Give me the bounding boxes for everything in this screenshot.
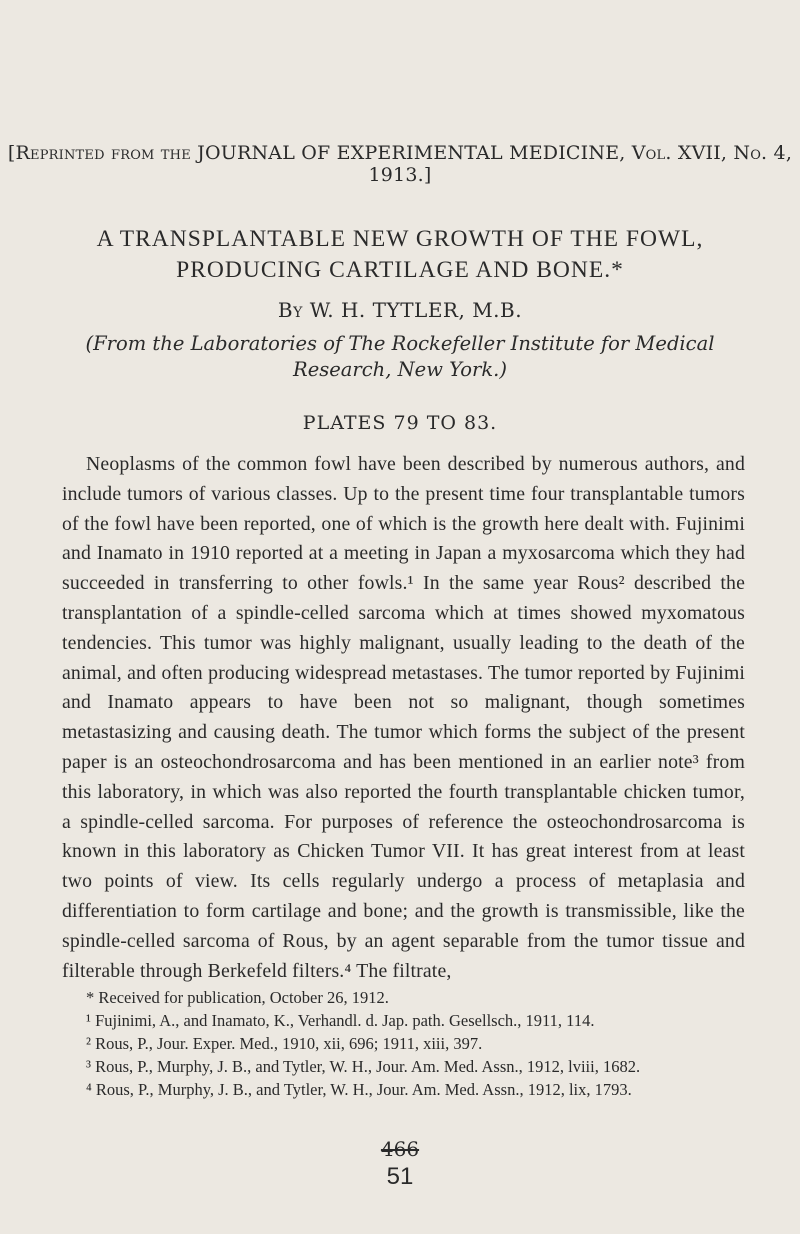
- footnote-3: ³ Rous, P., Murphy, J. B., and Tytler, W. H., Jour. Am. Med. Assn., 1912, lviii, 1682.: [86, 1057, 641, 1076]
- footnotes: [62, 986, 745, 1101]
- reprint-notice: [Reprinted from the JOURNAL OF EXPERIMENTAL MEDICINE, Vol. XVII, No. 4, 1913.]: [7, 142, 793, 186]
- archive-stamp-number: 51: [386, 1163, 414, 1190]
- article-author: By W. H. TYTLER, M.B.: [277, 298, 523, 322]
- author-affiliation: (From the Laboratories of The Rockefeller Institute for Medical Research, New York.): [85, 332, 715, 381]
- page-number: 466: [380, 1137, 420, 1161]
- article-title: A TRANSPLANTABLE NEW GROWTH OF THE FOWL, PRODUCING CARTILAGE AND BONE.*: [96, 226, 704, 283]
- footnote-2: ² Rous, P., Jour. Exper. Med., 1910, xii, 696; 1911, xiii, 397.: [86, 1034, 483, 1053]
- footnote-received: * Received for publication, October 26, 1912.: [86, 988, 389, 1007]
- plates-reference: PLATES 79 TO 83.: [302, 412, 498, 434]
- body-paragraph: Neoplasms of the common fowl have been described by numerous authors, and include tumors of various classes. Up to the present time four transplantable tumors of the fowl have been reported, one of which is the growth here dealt with. Fujinimi and Inamato in 1910 reported at a meeting in Japan a myxosarcoma which they had succeeded in transferring to other fowls.¹ In the same year Rous² described the transplantation of a spindle-celled sarcoma which at times showed myxomatous tendencies. This tumor was highly malignant, usually leading to the death of the animal, and often producing widespread metastases. The tumor reported by Fujinimi and Inamato appears to have been not so malignant, though sometimes metastasizing and causing death. The tumor which forms the subject of the present paper is an osteochondrosarcoma and has been mentioned in an earlier note³ from this laboratory, in which was also reported the fourth transplantable chicken tumor, a spindle-celled sarcoma. For purposes of reference the osteochondrosarcoma is known in this laboratory as Chicken Tumor VII. It has great interest from at least two points of view. Its cells regularly undergo a process of metaplasia and differentiation to form cartilage and bone; and the growth is transmissible, like the spindle-celled sarcoma of Rous, by an agent separable from the tumor tissue and filterable through Berkefeld filters.⁴ The filtrate,: [62, 453, 745, 982]
- footnote-4: ⁴ Rous, P., Murphy, J. B., and Tytler, W. H., Jour. Am. Med. Assn., 1912, lix, 1793.: [86, 1080, 632, 1099]
- footnote-1: ¹ Fujinimi, A., and Inamato, K., Verhandl. d. Jap. path. Gesellsch., 1911, 114.: [86, 1011, 595, 1030]
